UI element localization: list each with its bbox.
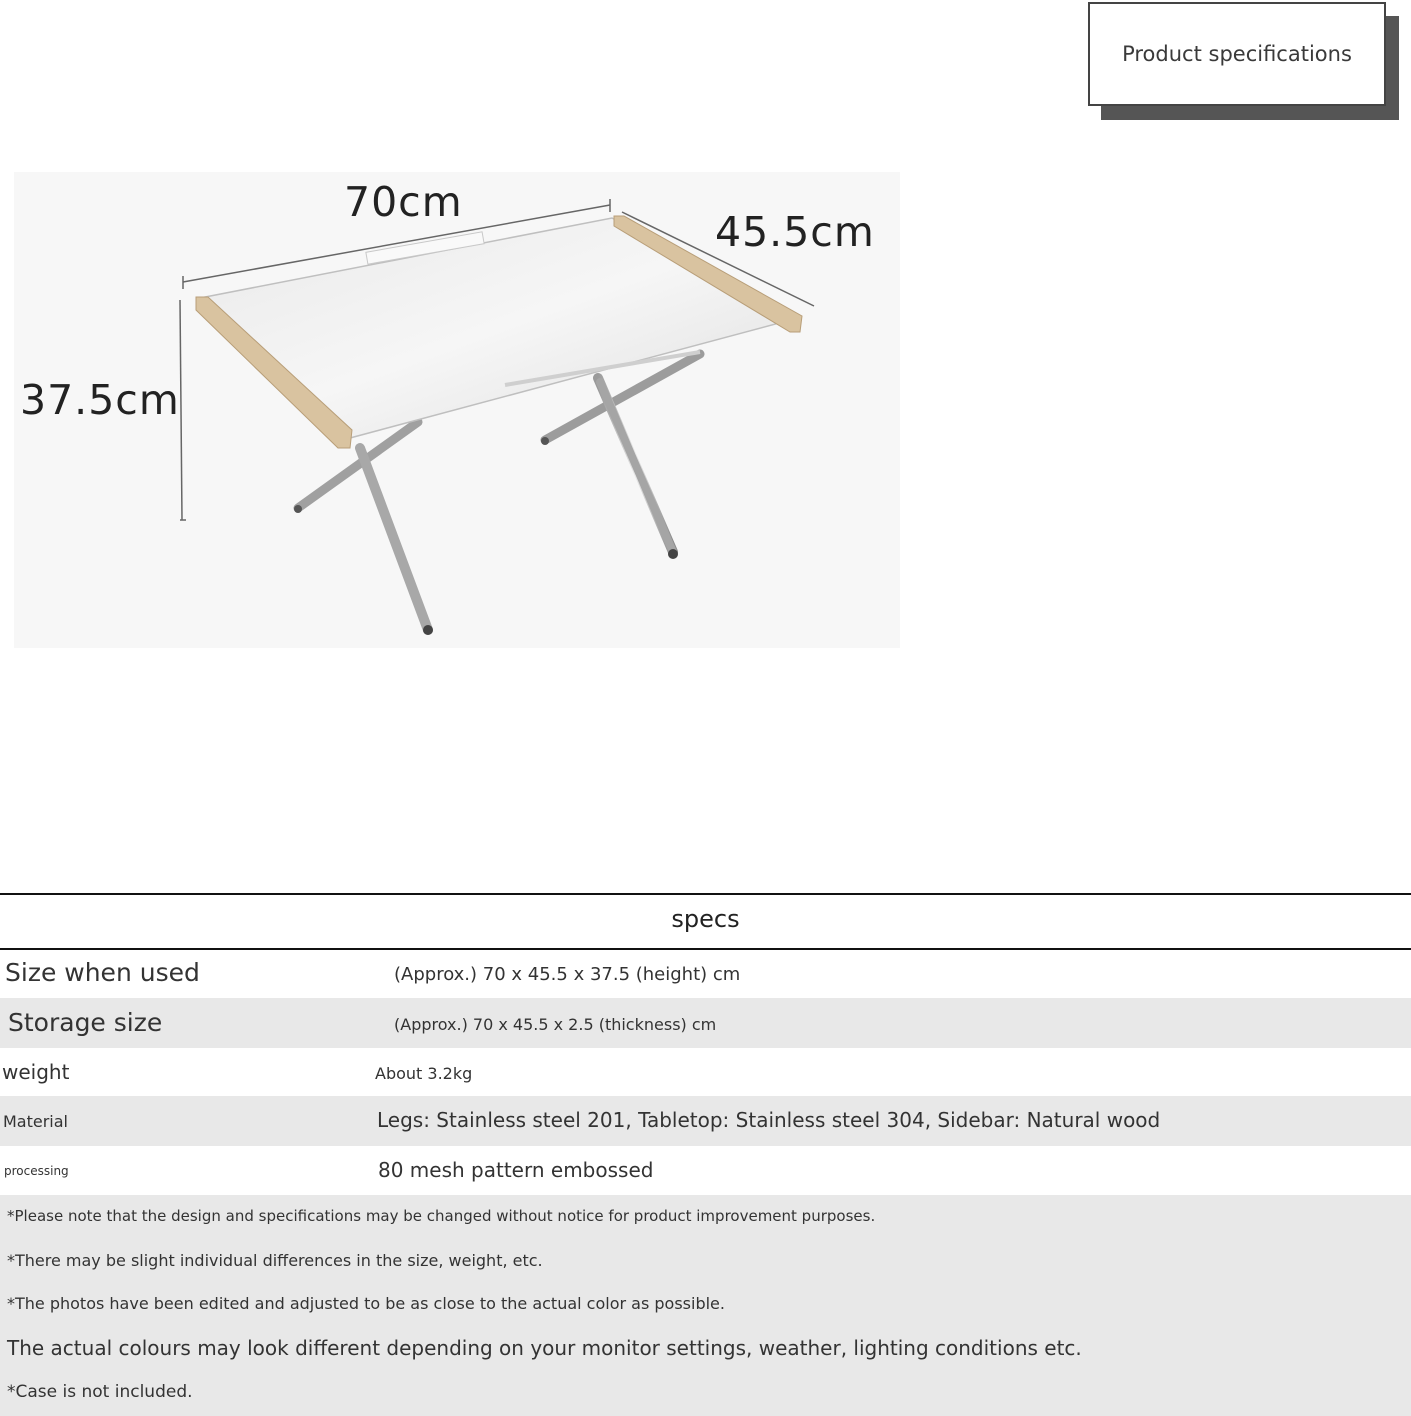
spec-label: weight bbox=[2, 1060, 70, 1084]
spec-row-weight bbox=[0, 1048, 1411, 1096]
spec-value: (Approx.) 70 x 45.5 x 2.5 (thickness) cm bbox=[394, 1015, 717, 1034]
spec-label: Size when used bbox=[5, 958, 200, 987]
note-item: *There may be slight individual differences in the size, weight, etc. bbox=[7, 1251, 543, 1270]
spec-value: (Approx.) 70 x 45.5 x 37.5 (height) cm bbox=[394, 964, 741, 985]
spec-value: Legs: Stainless steel 201, Tabletop: Stainless steel 304, Sidebar: Natural wood bbox=[377, 1108, 1161, 1132]
tabletop bbox=[200, 218, 798, 438]
spec-label: processing bbox=[4, 1164, 69, 1178]
spec-row-storage-size bbox=[0, 998, 1411, 1048]
note-item: *Please note that the design and specifications may be changed without notice for product improvement purposes. bbox=[7, 1207, 876, 1225]
note-item: *Case is not included. bbox=[7, 1382, 193, 1402]
notes-section bbox=[0, 1195, 1411, 1416]
note-item: *The photos have been edited and adjusted to be as close to the actual color as possible. bbox=[7, 1294, 725, 1313]
width-dimension-label: 70cm bbox=[344, 178, 463, 226]
note-item: The actual colours may look different depending on your monitor settings, weather, lighting conditions etc. bbox=[7, 1336, 1082, 1360]
spec-row-size-when-used bbox=[0, 950, 1411, 998]
folding-table-illustration bbox=[0, 0, 1411, 700]
table-leg bbox=[360, 448, 428, 630]
spec-row-material bbox=[0, 1096, 1411, 1146]
depth-dimension-label: 45.5cm bbox=[715, 208, 875, 256]
spec-value: About 3.2kg bbox=[375, 1064, 473, 1083]
spec-label: Storage size bbox=[8, 1008, 163, 1037]
height-dimension-line bbox=[180, 300, 182, 520]
spec-row-processing bbox=[0, 1146, 1411, 1195]
spec-label: Material bbox=[3, 1112, 68, 1131]
spec-value: 80 mesh pattern embossed bbox=[378, 1158, 654, 1182]
specs-title: specs bbox=[671, 905, 740, 933]
table-top-rule bbox=[0, 893, 1411, 895]
badge-label: Product specifications bbox=[1122, 42, 1352, 66]
height-dimension-label: 37.5cm bbox=[20, 376, 180, 424]
